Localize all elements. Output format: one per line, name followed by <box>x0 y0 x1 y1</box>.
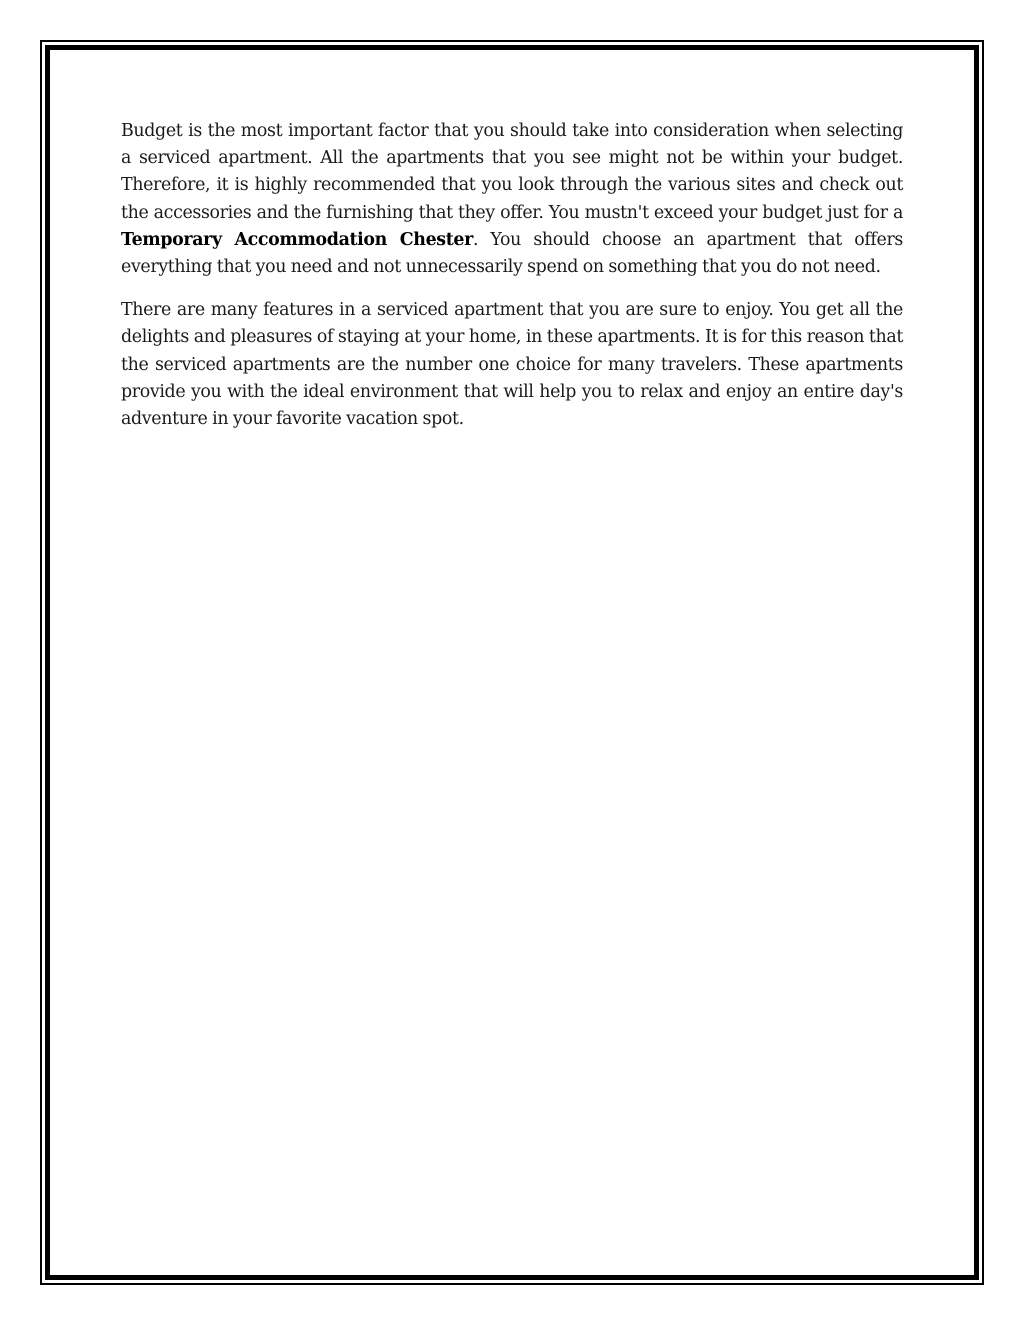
paragraph-budget-text-after: . You should choose an apartment that offers everything that you need and not unnecessarily spend on something that you do not need. <box>121 229 903 278</box>
paragraph-budget-text-before: Budget is the most important factor that you should take into consideration when selecting a serviced apartment. All the apartments that you see might not be within your budget. Therefore, it is highly recommended that you look through the various sites and check out the accessories and the furnishing that they offer. You mustn't exceed your budget just for a <box>121 121 903 223</box>
document-body <box>121 118 903 449</box>
paragraph-budget <box>121 118 903 281</box>
paragraph-features: There are many features in a serviced apartment that you are sure to enjoy. You get all the delights and pleasures of staying at your home, in these apartments. It is for this reason that the serviced apartments are the number one choice for many travelers. These apartments provide you with the ideal environment that will help you to relax and enjoy an entire day's adventure in your favorite vacation spot. <box>121 300 903 430</box>
keyword-temporary-accommodation-chester: Temporary Accommodation Chester <box>121 229 473 250</box>
